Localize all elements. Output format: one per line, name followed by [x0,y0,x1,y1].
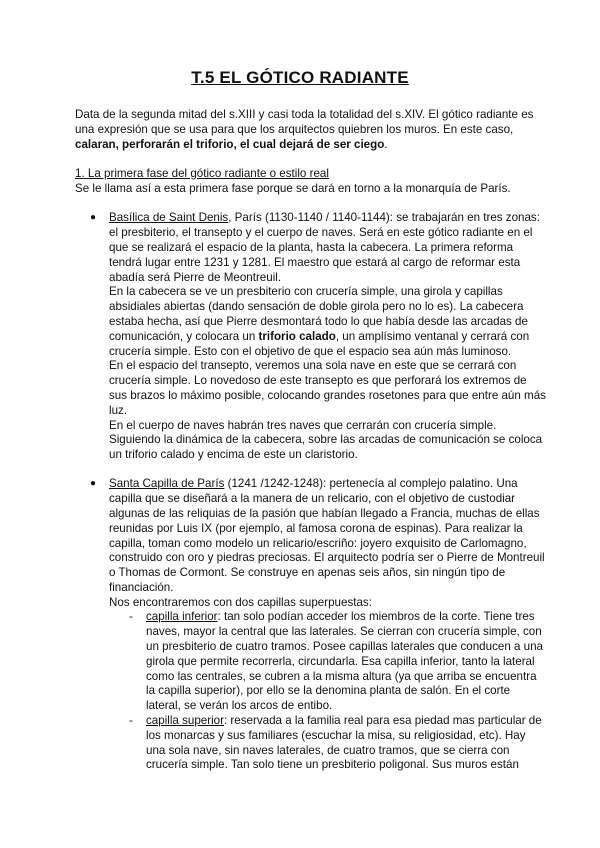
saint-denis-line-5: abadía será Pierre de Meontreuil. [109,271,282,284]
bullet-icon: ● [90,478,97,489]
santa-capilla-line-6: construido con oro y piedras preciosas. El arquitecto podría ser o Pierre de Montreuil [109,551,545,564]
dash-marker: - [129,714,133,727]
intro-line-3 [75,138,388,152]
intro-line-3-end: . [384,138,388,151]
section-1-text: Se le llama así a esta primera fase porque se dará en torno a la monarquía de París. [75,182,511,195]
capilla-inferior-line-5: como las centrales, se cubren a la misma altura (ya que arriba se encuentra [146,670,537,683]
intro-bold-text: calaran, perforarán el triforio, el cual dejará de ser ciego [75,138,385,151]
section-1-heading: 1. La primera fase del gótico radiante o estilo real [75,167,329,180]
page-title: T.5 EL GÓTICO RADIANTE [191,68,409,87]
santa-capilla-l1-rest: (1241 /1242-1248): pertenecía al complejo palatino. Una [224,477,518,490]
capilla-inferior-line-7: lateral, se verán los arcos de entibo. [146,699,333,712]
saint-denis-line-10: crucería simple. Esto con el objetivo de que el espacio sea aún más luminoso. [109,345,512,358]
santa-capilla-line-7: o Thomas de Cormont. Se construye en apenas seis años, sin ningún tipo de [109,566,506,579]
capilla-superior-line-1 [146,714,542,728]
bullet-icon: ● [90,212,97,223]
saint-denis-line-12: crucería simple. Lo novedoso de este transepto es que perforará los extremos de [109,374,527,387]
santa-capilla-line-2: capilla que se diseñará a la manera de un relicario, con el objetivo de custodiar [109,492,516,505]
saint-denis-l9-bold: triforio calado [258,330,336,343]
capilla-inferior-line-6: la capilla superior), por ello se la denomina planta de salón. En el corte [146,684,511,697]
saint-denis-line-2: el presbiterio, el transepto y el cuerpo de naves. Será en este gótico radiante en el [109,226,533,239]
santa-capilla-line-1 [109,477,518,491]
santa-capilla-name: Santa Capilla de París [109,477,225,490]
saint-denis-line-9 [109,330,529,344]
capilla-inferior-line-4: girola que permite recorrerla, circundarla. Esa capilla inferior, tanto la lateral [146,655,535,668]
intro-line-2: una expresión que se usa para que los arquitectos quiebren los muros. En este caso, [75,123,514,136]
intro-line-1: Data de la segunda mitad del s.XIII y casi toda la totalidad del s.XIV. El gótico radiante es [75,108,534,121]
capilla-inferior-line-1 [146,610,535,624]
saint-denis-line-11: En el espacio del transepto, veremos una sola nave en este que se cerrará con [109,359,517,372]
saint-denis-line-14: luz. [109,404,128,417]
capilla-superior-l1-rest: : reservada a la familia real para esa piedad mas particular de [223,714,542,727]
saint-denis-l1-rest: , París (1130-1140 / 1140-1144): se trabajarán en tres zonas: [228,211,540,224]
saint-denis-l9-end: , un amplísimo ventanal y cerrará con [335,330,530,343]
saint-denis-line-6: En la cabecera se ve un presbiterio con crucería simple, una girola y capillas [109,285,503,298]
dash-marker: - [129,610,133,623]
capilla-inferior-line-3: un presbiterio de cuatro tramos. Posee capillas laterales que conducen a una [146,640,544,653]
saint-denis-line-16: Siguiendo la dinámica de la cabecera, sobre las arcadas de comunicación se coloca [109,433,543,446]
santa-capilla-line-3: algunas de las reliquias de la pasión que habían llegado a Francia, muchas de ellas [109,507,540,520]
santa-capilla-line-5: capilla, toman como modelo un relicario/escriño: joyero exquisito de Carlomagno, [109,537,527,550]
capilla-superior-line-2: los monarcas y sus familiares (escuchar la misa, su religiosidad, etc). Hay [146,729,526,742]
saint-denis-line-7: absidiales abiertas (dando sensación de doble girola pero no lo es). La cabecera [109,300,524,313]
saint-denis-line-8: estaba hecha, así que Pierre desmontará todo lo que había desde las arcadas de [109,315,528,328]
capilla-inferior-line-2: naves, mayor la central que las laterales. Se cierran con crucería simple, con [146,625,542,638]
saint-denis-l9-start: comunicación, y colocara un [109,330,259,343]
saint-denis-line-4: tendrá lugar entre 1231 y 1281. El maestro que estará al cargo de reformar esta [109,256,521,269]
saint-denis-name: Basílica de Saint Denis [109,211,229,224]
capilla-superior-name: capilla superior [146,714,224,727]
saint-denis-line-3: que se realizará el espacio de la planta, hasta la cabecera. La primera reforma [109,241,514,254]
santa-capilla-line-8: financiación. [109,581,174,594]
saint-denis-line-1 [109,211,540,225]
santa-capilla-line-9: Nos encontraremos con dos capillas superpuestas: [109,596,372,609]
capilla-inferior-name: capilla inferior [146,610,218,623]
capilla-inferior-l1-rest: : tan solo podían acceder los miembros de la corte. Tiene tres [217,610,535,623]
santa-capilla-line-4: reunidas por Luis IX (por ejemplo, al famosa corona de espinas). Para realizar la [109,522,523,535]
capilla-superior-line-3: una sola nave, sin naves laterales, de cuatro tramos, que se cierra con [146,744,510,757]
capilla-superior-line-4: crucería simple. Tan solo tiene un presbiterio poligonal. Sus muros están [146,758,519,771]
saint-denis-line-17: un triforio calado y encima de este un claristorio. [109,448,358,461]
saint-denis-line-15: En el cuerpo de naves habrán tres naves que cerrarán con crucería simple. [109,419,497,432]
saint-denis-line-13: sus brazos lo máximo posible, colocando grandes rosetones para que entre aún más [109,389,546,402]
